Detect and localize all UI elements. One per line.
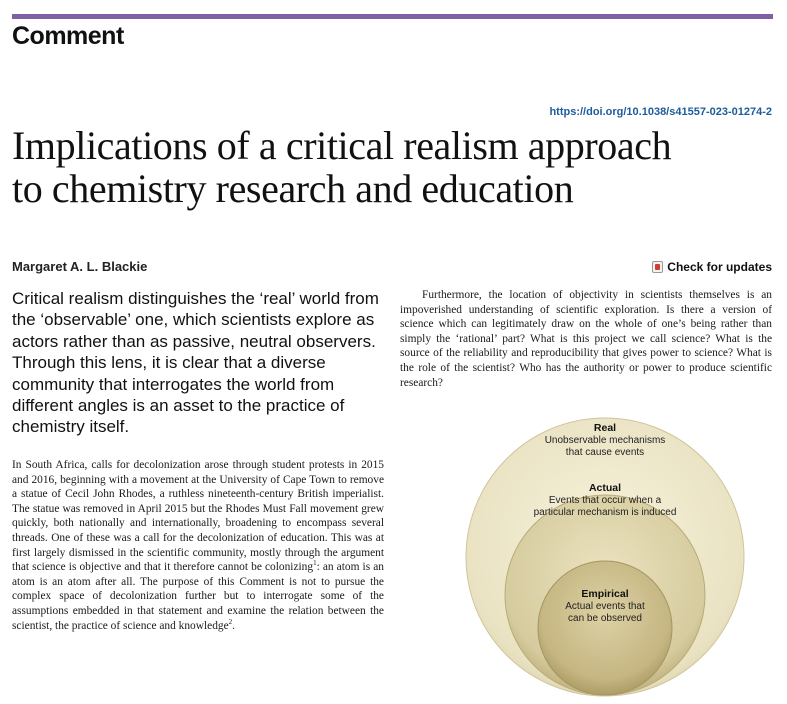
real-title: Real <box>593 422 617 434</box>
check-for-updates-button[interactable] <box>652 260 772 274</box>
standfirst: Critical realism distinguishes the ‘real’ world from the ‘observable’ one, which scientists explore as actors rather than as passive, neutral observers. Through this lens, it is clear that a diverse community that interrogates the world from different angles is an asset to the practice of chemistry itself. <box>12 289 379 437</box>
critical-realism-diagram <box>450 414 760 704</box>
reference-2-link[interactable]: 2 <box>228 617 233 626</box>
check-updates-label: Check for updates <box>667 260 772 274</box>
title-line-2: to chemistry research and education <box>12 166 574 211</box>
actual-label <box>450 482 760 519</box>
author-name[interactable]: Margaret A. L. Blackie <box>12 259 148 274</box>
actual-desc-line2: particular mechanism is induced <box>533 507 677 518</box>
real-label <box>450 422 760 459</box>
doi-link[interactable]: https://doi.org/10.1038/s41557-023-01274-2 <box>549 106 772 118</box>
real-desc-line2: that cause events <box>565 447 645 458</box>
empirical-desc-line1: Actual events that <box>565 601 645 612</box>
empirical-desc-line2: can be observed <box>568 613 642 624</box>
empirical-title: Empirical <box>581 588 629 600</box>
body-paragraph-left <box>12 458 384 633</box>
actual-title: Actual <box>588 482 622 494</box>
title-line-1: Implications of a critical realism approach <box>12 123 672 168</box>
actual-desc-line1: Events that occur when a <box>548 495 662 506</box>
real-desc-line1: Unobservable mechanisms <box>544 435 666 446</box>
header-accent-bar <box>12 14 773 19</box>
empirical-circle <box>538 561 672 695</box>
body-paragraph-right: Furthermore, the location of objectivity in scientists themselves is an impoverished understanding of scientific exploration. Is there a version of science which can legitimately draw on the whole of one’s being rather than simply the ‘rational’ part? What is this project we call science? What is the source of the reliability and reproducibility that gives power to science? What is the role of the scientist? Who has the authority or power to produce scientific research? <box>400 289 772 389</box>
body-left-text-3: . <box>232 619 236 632</box>
body-left-text-1: In South Africa, calls for decolonization arose through student protests in 2015 and 2016, beginning with a movement at the University of Cape Town to remove a statue of Cecil John Rhodes, a ruthless nineteenth-century British imperialist. The statue was removed in April 2015 but the Rhodes Must Fall movement grew quickly, both nationally and internationally, broadening to encompass several threads. One of these was a call for the decolonization of education. This was at first largely dismissed in the scientific community, mostly through the argument that science is objective and that it therefore cannot be colonizing <box>12 459 384 574</box>
check-updates-icon <box>652 261 663 273</box>
section-label: Comment <box>12 22 124 50</box>
empirical-label <box>450 588 760 625</box>
article-title <box>12 124 777 210</box>
body-left-text-2: : an atom is an atom is an atom after all. The purpose of this Comment is not to pursue the complex space of decolonization further but to interrogate some of the assumptions embedded in that statement and examine the relation between the scientist, the practice of science and knowledge <box>12 561 384 632</box>
reference-1-link[interactable]: 1 <box>313 559 317 568</box>
